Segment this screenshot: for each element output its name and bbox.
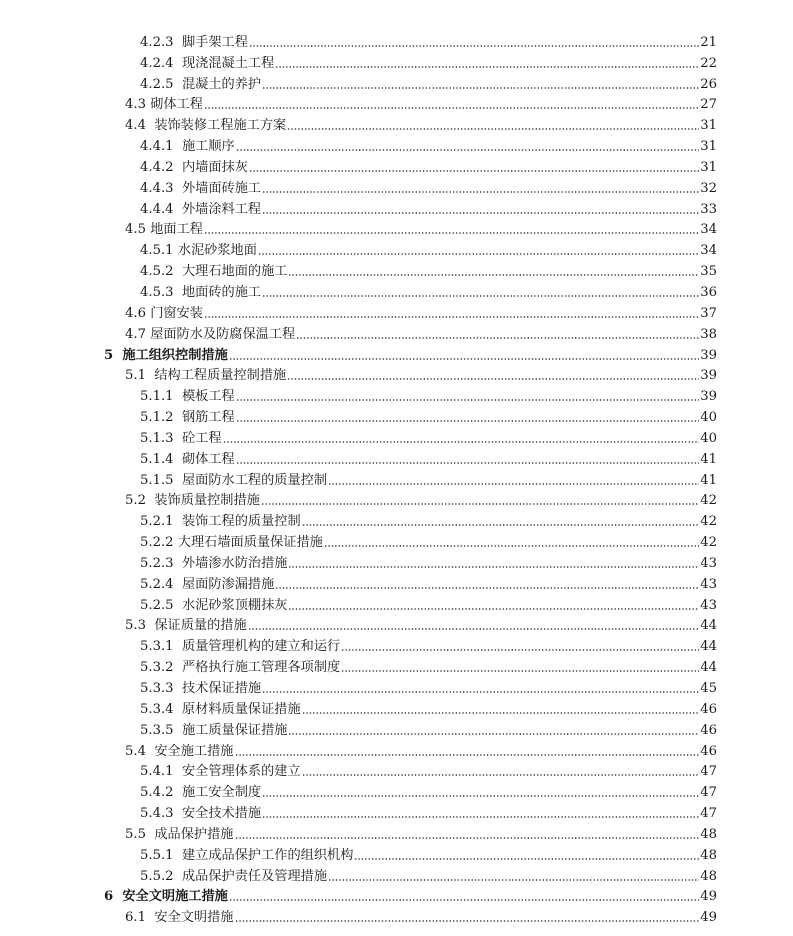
toc-entry-title: 安全管理体系的建立 (181, 764, 301, 780)
toc-entry-page-number: 39 (700, 347, 717, 363)
toc-entry[interactable] (0, 155, 793, 176)
dot-leader (236, 461, 700, 465)
toc-entry-page-number: 45 (700, 681, 717, 696)
toc-entry-number: 4.7 (125, 326, 146, 342)
toc-entry[interactable] (0, 530, 793, 551)
dot-leader (236, 148, 700, 152)
toc-entry-title: 砼工程 (181, 430, 222, 446)
dot-leader (261, 502, 699, 506)
toc-entry-title: 装饰质量控制措施 (154, 493, 260, 509)
toc-entry[interactable] (0, 843, 793, 864)
toc-entry-title: 外墙面砖施工 (181, 180, 262, 196)
toc-entry-title: 施工安全制度 (181, 785, 262, 801)
toc-entry-separator (174, 785, 182, 801)
dot-leader (223, 440, 700, 444)
toc-entry[interactable] (0, 593, 793, 614)
toc-entry-page-number: 46 (700, 722, 717, 738)
toc-entry-title: 结构工程质量控制措施 (154, 368, 287, 384)
toc-entry-title: 装饰工程的质量控制 (181, 514, 301, 530)
toc-entry-number: 5.1.5 (140, 472, 174, 488)
toc-entry-number: 5.2.4 (140, 576, 174, 592)
toc-entry-separator (174, 806, 182, 822)
toc-entry-title: 保证质量的措施 (154, 618, 247, 634)
toc-entry-number: 5.4.1 (140, 764, 174, 780)
toc-entry[interactable] (0, 134, 793, 155)
toc-entry[interactable] (0, 426, 793, 447)
toc-entry-separator (174, 639, 182, 655)
toc-entry-page-number: 43 (700, 576, 717, 592)
toc-entry-separator (174, 681, 182, 697)
toc-entry[interactable] (0, 51, 793, 72)
toc-entry-separator (174, 264, 182, 280)
dot-leader (236, 398, 700, 402)
dot-leader (249, 44, 699, 48)
dot-leader (204, 231, 699, 235)
toc-entry-separator (174, 869, 182, 885)
toc-entry[interactable] (0, 280, 793, 301)
toc-entry[interactable] (0, 322, 793, 343)
toc-entry-page-number: 44 (700, 639, 717, 655)
toc-entry-number: 5.3.3 (140, 681, 174, 696)
toc-entry-separator (174, 410, 182, 426)
toc-entry-title: 内墙面抹灰 (181, 159, 248, 175)
toc-entry-page-number: 48 (700, 826, 717, 842)
toc-entry-page-number: 32 (700, 180, 717, 196)
toc-entry-page-number: 39 (700, 368, 717, 384)
toc-entry-page-number: 27 (700, 97, 717, 113)
toc-entry-page-number: 31 (700, 118, 717, 134)
toc-entry-number: 5.4.2 (140, 785, 174, 801)
toc-entry-title: 安全技术措施 (181, 806, 262, 822)
toc-entry-number: 5.1.4 (140, 451, 174, 467)
toc-entry-page-number: 48 (700, 868, 717, 884)
toc-entry[interactable] (0, 718, 793, 739)
toc-entry[interactable] (0, 697, 793, 718)
dot-leader (288, 273, 699, 277)
toc-entry[interactable] (0, 259, 793, 280)
toc-entry-number: 5.2.1 (140, 514, 174, 530)
dot-leader (235, 753, 700, 757)
toc-entry-separator (174, 577, 182, 593)
toc-entry-title: 模板工程 (181, 389, 235, 405)
toc-entry-number: 5.5 (125, 826, 146, 842)
dot-leader (354, 857, 699, 861)
toc-entry-number: 4.4.4 (140, 201, 174, 217)
toc-entry[interactable] (0, 822, 793, 843)
toc-entry-number: 5.1 (125, 368, 146, 384)
toc-entry-separator (174, 702, 182, 718)
toc-entry[interactable] (0, 634, 793, 655)
toc-entry-page-number: 47 (700, 785, 717, 801)
toc-entry-number: 5.4.3 (140, 806, 174, 822)
toc-entry-separator (174, 285, 182, 301)
toc-entry-number: 6 (104, 889, 114, 905)
toc-entry-number: 5.2.5 (140, 597, 174, 613)
toc-entry-page-number: 41 (700, 472, 717, 488)
toc-entry-page-number: 46 (700, 701, 717, 717)
dot-leader (236, 419, 700, 423)
dot-leader (229, 357, 699, 361)
toc-entry[interactable] (0, 551, 793, 572)
dot-leader (229, 898, 699, 902)
toc-entry-number: 4.4.1 (140, 139, 174, 155)
toc-entry-page-number: 43 (700, 597, 717, 613)
dot-leader (262, 815, 699, 819)
toc-entry-number: 5.2.3 (140, 555, 174, 571)
toc-entry[interactable] (0, 885, 793, 906)
dot-leader (248, 627, 700, 631)
toc-entry-separator (146, 827, 154, 843)
toc-entry[interactable] (0, 905, 793, 926)
toc-entry[interactable] (0, 655, 793, 676)
dot-leader (262, 690, 699, 694)
toc-entry-number: 4.4.2 (140, 159, 174, 175)
toc-entry-title: 施工顺序 (181, 139, 235, 155)
toc-entry-title: 混凝土的养护 (181, 76, 262, 92)
toc-entry-page-number: 37 (700, 305, 717, 321)
toc-entry-number: 5.3.5 (140, 722, 174, 738)
toc-entry[interactable] (0, 509, 793, 530)
dot-leader (287, 127, 699, 131)
toc-entry-title: 成品保护责任及管理措施 (181, 868, 328, 884)
toc-entry[interactable] (0, 238, 793, 259)
toc-entry-separator (146, 618, 154, 634)
toc-entry-title: 水泥砂浆地面 (177, 243, 257, 259)
dot-leader (324, 544, 699, 548)
toc-entry-number: 4.2.5 (140, 76, 174, 92)
toc-entry-number: 5 (104, 347, 114, 363)
toc-entry-separator (146, 493, 154, 509)
toc-entry-number: 4.5.1 (140, 243, 174, 259)
toc-entry[interactable] (0, 614, 793, 635)
toc-entry[interactable] (0, 197, 793, 218)
toc-entry[interactable] (0, 468, 793, 489)
toc-entry-separator (174, 56, 182, 72)
toc-entry[interactable] (0, 864, 793, 885)
toc-entry-page-number: 26 (700, 76, 717, 92)
dot-leader (288, 607, 699, 611)
toc-entry-page-number: 36 (700, 284, 717, 300)
toc-entry-page-number: 42 (700, 514, 717, 530)
dot-leader (302, 711, 700, 715)
toc-entry[interactable] (0, 343, 793, 364)
toc-entry[interactable] (0, 676, 793, 697)
dot-leader (341, 648, 699, 652)
toc-entry-page-number: 40 (700, 410, 717, 426)
toc-entry-separator (146, 368, 154, 384)
dot-leader (204, 315, 699, 319)
toc-entry-page-number: 44 (700, 618, 717, 634)
dot-leader (235, 836, 700, 840)
dot-leader (288, 732, 699, 736)
toc-entry-number: 5.4 (125, 743, 146, 759)
toc-entry-number: 4.5.2 (140, 264, 174, 280)
toc-entry[interactable] (0, 93, 793, 114)
toc-entry[interactable] (0, 760, 793, 781)
toc-entry-page-number: 44 (700, 660, 717, 676)
toc-entry-separator (174, 35, 182, 51)
toc-entry-number: 4.6 (125, 305, 146, 321)
toc-entry-page-number: 42 (700, 535, 717, 551)
dot-leader (296, 336, 699, 340)
toc-entry-title: 质量管理机构的建立和运行 (181, 639, 341, 655)
toc-entry-page-number: 34 (700, 222, 717, 238)
toc-entry-separator (174, 77, 182, 93)
toc-entry[interactable] (0, 30, 793, 51)
toc-entry-page-number: 46 (700, 743, 717, 759)
dot-leader (288, 565, 699, 569)
toc-entry-title: 砌体工程 (150, 97, 203, 113)
toc-entry[interactable] (0, 801, 793, 822)
dot-leader (204, 106, 699, 110)
toc-entry-separator (174, 202, 182, 218)
toc-entry-title: 屋面防渗漏措施 (181, 576, 275, 592)
dot-leader (258, 252, 699, 256)
toc-entry-title: 现浇混凝土工程 (181, 55, 275, 71)
toc-entry-separator (174, 389, 182, 405)
toc-entry-title: 地面砖的施工 (181, 284, 262, 300)
toc-entry-title: 成品保护措施 (154, 826, 234, 842)
toc-entry-separator (174, 514, 182, 530)
toc-entry-title: 砌体工程 (181, 451, 235, 467)
toc-entry-title: 外墙涂料工程 (181, 201, 262, 217)
toc-entry-number: 5.2 (125, 493, 146, 509)
toc-entry-page-number: 47 (700, 764, 717, 780)
dot-leader (262, 294, 699, 298)
dot-leader (341, 669, 699, 673)
toc-entry-number: 5.1.3 (140, 430, 174, 446)
toc-entry-page-number: 35 (700, 264, 717, 280)
toc-entry-title: 大理石地面的施工 (181, 264, 288, 280)
toc-entry-page-number: 34 (700, 243, 717, 259)
toc-entry-separator (113, 348, 122, 364)
toc-entry-title: 屋面防水工程的质量控制 (181, 472, 328, 488)
toc-entry-page-number: 42 (700, 493, 717, 509)
toc-entry-separator (174, 556, 182, 572)
toc-entry[interactable] (0, 405, 793, 426)
dot-leader (275, 586, 699, 590)
toc-entry-page-number: 48 (700, 847, 717, 863)
dot-leader (275, 65, 699, 69)
toc-entry-number: 4.4.3 (140, 180, 174, 196)
toc-entry-separator (174, 723, 182, 739)
toc-entry-number: 5.1.2 (140, 410, 174, 426)
toc-entry-page-number: 40 (700, 430, 717, 446)
toc-entry-separator (174, 181, 182, 197)
toc-entry-number: 4.5 (125, 222, 146, 238)
toc-entry[interactable] (0, 301, 793, 322)
toc-entry[interactable] (0, 384, 793, 405)
toc-entry-title: 建立成品保护工作的组织机构 (181, 847, 354, 863)
toc-entry-page-number: 39 (700, 389, 717, 405)
dot-leader (262, 86, 699, 90)
toc-entry-title: 外墙渗水防治措施 (181, 555, 288, 571)
toc-entry-title: 施工质量保证措施 (181, 722, 288, 738)
toc-entry[interactable] (0, 447, 793, 468)
toc-entry[interactable] (0, 739, 793, 760)
dot-leader (235, 919, 700, 923)
toc-entry-number: 5.2.2 (140, 535, 174, 551)
toc-entry-number: 4.3 (125, 97, 146, 113)
toc-entry-number: 5.3 (125, 618, 146, 634)
toc-entry-title: 地面工程 (150, 222, 203, 238)
toc-entry-page-number: 49 (700, 910, 717, 926)
toc-entry-page-number: 21 (700, 34, 717, 50)
dot-leader (262, 190, 699, 194)
toc-entry-page-number: 31 (700, 159, 717, 175)
toc-entry-title: 施工组织控制措施 (122, 347, 228, 363)
toc-entry[interactable] (0, 780, 793, 801)
toc-entry-title: 严格执行施工管理各项制度 (181, 660, 341, 676)
toc-entry-separator (174, 452, 182, 468)
dot-leader (328, 482, 699, 486)
toc-entry-separator (146, 744, 154, 760)
toc-entry-title: 安全施工措施 (154, 743, 234, 759)
toc-entry-title: 大理石墙面质量保证措施 (177, 535, 323, 551)
toc-entry-number: 4.5.3 (140, 284, 174, 300)
toc-entry-page-number: 49 (700, 889, 717, 905)
dot-leader (302, 773, 700, 777)
dot-leader (262, 794, 699, 798)
toc-entry[interactable] (0, 364, 793, 385)
toc-entry-separator (146, 910, 154, 926)
toc-entry-number: 4.2.4 (140, 55, 174, 71)
toc-entry-title: 屋面防水及防腐保温工程 (150, 326, 296, 342)
toc-entry-page-number: 33 (700, 201, 717, 217)
toc-entry-page-number: 41 (700, 451, 717, 467)
toc-entry-title: 技术保证措施 (181, 681, 262, 696)
toc-entry-separator (174, 598, 182, 614)
toc-entry[interactable] (0, 572, 793, 593)
toc-entry-page-number: 38 (700, 326, 717, 342)
toc-entry-separator (174, 473, 182, 489)
toc-entry-title: 钢筋工程 (181, 410, 235, 426)
dot-leader (328, 878, 699, 882)
toc-entry-title: 水泥砂浆顶棚抹灰 (181, 597, 288, 613)
toc-entry[interactable] (0, 218, 793, 239)
toc-entry-title: 装饰装修工程施工方案 (154, 118, 287, 134)
toc-entry-separator (174, 848, 182, 864)
dot-leader (262, 211, 699, 215)
toc-entry-title: 脚手架工程 (181, 34, 248, 50)
toc-entry-number: 4.2.3 (140, 34, 174, 50)
toc-entry-title: 安全文明措施 (154, 910, 234, 926)
toc-entry-title: 安全文明施工措施 (122, 889, 228, 905)
table-of-contents (0, 30, 793, 926)
toc-entry[interactable] (0, 72, 793, 93)
toc-entry-number: 4.4 (125, 118, 146, 134)
toc-entry-page-number: 47 (700, 806, 717, 822)
toc-entry-number: 5.5.1 (140, 847, 174, 863)
toc-entry-separator (174, 764, 182, 780)
toc-entry-separator (174, 660, 182, 676)
toc-entry[interactable] (0, 113, 793, 134)
toc-entry-number: 5.1.1 (140, 389, 174, 405)
dot-leader (249, 169, 699, 173)
toc-entry-separator (146, 118, 154, 134)
toc-entry-number: 5.3.4 (140, 701, 174, 717)
dot-leader (302, 523, 700, 527)
toc-entry-title: 门窗安装 (150, 305, 203, 321)
dot-leader (287, 377, 699, 381)
toc-entry-page-number: 31 (700, 139, 717, 155)
toc-entry-separator (174, 431, 182, 447)
toc-entry-separator (174, 160, 182, 176)
toc-entry-number: 5.3.1 (140, 639, 174, 655)
toc-entry-number: 6.1 (125, 910, 146, 926)
toc-entry-page-number: 22 (700, 55, 717, 71)
toc-entry-separator (113, 889, 122, 905)
toc-entry-number: 5.5.2 (140, 868, 174, 884)
toc-entry[interactable] (0, 176, 793, 197)
toc-entry-separator (174, 139, 182, 155)
toc-entry[interactable] (0, 489, 793, 510)
toc-entry-number: 5.3.2 (140, 660, 174, 676)
toc-entry-title: 原材料质量保证措施 (181, 701, 301, 717)
toc-entry-page-number: 43 (700, 555, 717, 571)
